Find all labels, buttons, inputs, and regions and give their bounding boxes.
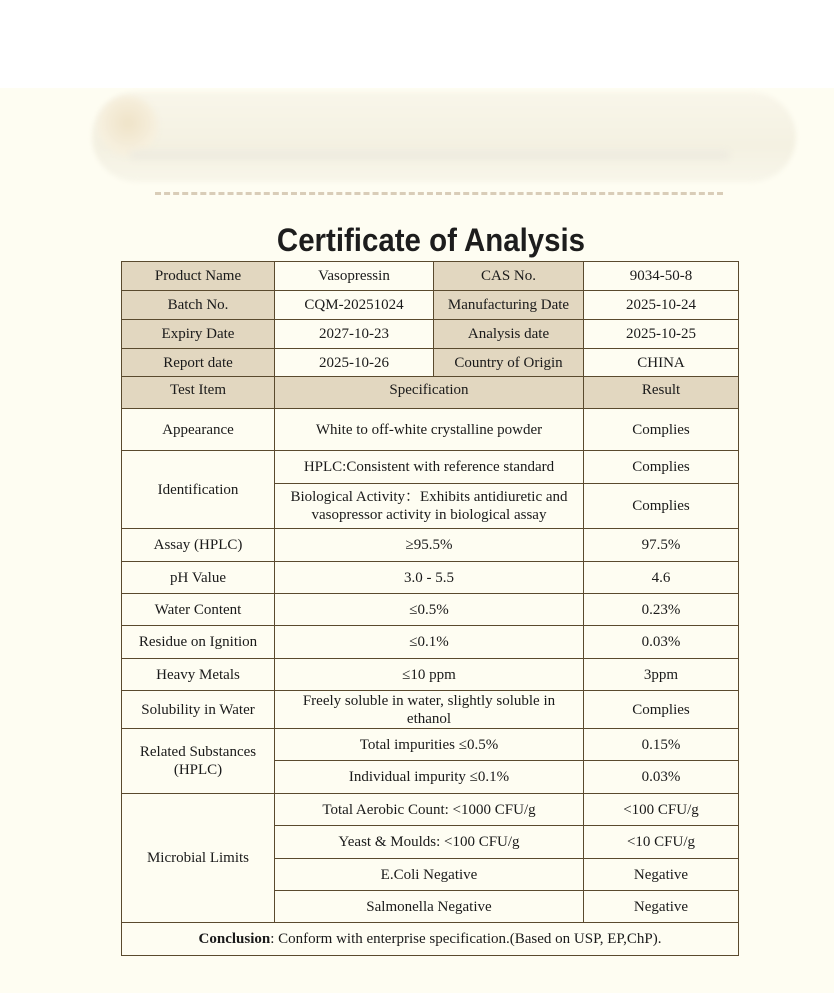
table-row bbox=[122, 691, 739, 729]
test-result: Negative bbox=[584, 891, 739, 923]
conclusion-row bbox=[122, 923, 739, 956]
document-title: Certificate of Analysis bbox=[276, 222, 586, 258]
test-result: <100 CFU/g bbox=[584, 794, 739, 826]
test-specification: 3.0 - 5.5 bbox=[275, 562, 584, 594]
test-result: Complies bbox=[584, 451, 739, 484]
test-item: Identification bbox=[122, 451, 275, 529]
test-result: 0.03% bbox=[584, 626, 739, 659]
test-specification: Salmonella Negative bbox=[275, 891, 584, 923]
test-specification: Total Aerobic Count: <1000 CFU/g bbox=[275, 794, 584, 826]
blurred-letterhead bbox=[92, 92, 796, 182]
info-label: Report date bbox=[122, 349, 275, 377]
table-row bbox=[122, 729, 739, 761]
test-item: Residue on Ignition bbox=[122, 626, 275, 659]
info-label: Manufacturing Date bbox=[434, 291, 584, 320]
test-result: Negative bbox=[584, 859, 739, 891]
test-specification: HPLC:Consistent with reference standard bbox=[275, 451, 584, 484]
test-result: 3ppm bbox=[584, 659, 739, 691]
info-label: CAS No. bbox=[434, 262, 584, 291]
blurred-logo-icon bbox=[98, 96, 158, 156]
test-result: 0.15% bbox=[584, 729, 739, 761]
test-item: Solubility in Water bbox=[122, 691, 275, 729]
info-label: Batch No. bbox=[122, 291, 275, 320]
table-row bbox=[122, 794, 739, 826]
test-item: Microbial Limits bbox=[122, 794, 275, 923]
test-specification: Individual impurity ≤0.1% bbox=[275, 761, 584, 794]
table-row bbox=[122, 409, 739, 451]
test-item: Heavy Metals bbox=[122, 659, 275, 691]
test-item: Appearance bbox=[122, 409, 275, 451]
test-result: Complies bbox=[584, 691, 739, 729]
column-header-test-item: Test Item bbox=[122, 377, 275, 409]
blurred-address-line bbox=[130, 150, 730, 160]
test-result: <10 CFU/g bbox=[584, 826, 739, 859]
header-divider bbox=[155, 192, 723, 195]
test-specification: ≥95.5% bbox=[275, 529, 584, 562]
info-value: CHINA bbox=[584, 349, 739, 377]
test-result: 4.6 bbox=[584, 562, 739, 594]
conclusion-label: Conclusion bbox=[198, 931, 271, 947]
info-label: Country of Origin bbox=[434, 349, 584, 377]
info-row-batch bbox=[122, 291, 739, 320]
info-label: Expiry Date bbox=[122, 320, 275, 349]
test-header-row bbox=[122, 377, 739, 409]
info-label: Analysis date bbox=[434, 320, 584, 349]
info-value: 2025-10-25 bbox=[584, 320, 739, 349]
test-result: 0.23% bbox=[584, 594, 739, 626]
info-label: Product Name bbox=[122, 262, 275, 291]
test-result: Complies bbox=[584, 409, 739, 451]
analysis-table bbox=[121, 261, 739, 956]
conclusion-text: : Conform with enterprise specification.(Based on USP, EP,ChP). bbox=[270, 931, 662, 947]
test-specification: Freely soluble in water, slightly soluble in ethanol bbox=[275, 691, 584, 729]
column-header-specification: Specification bbox=[275, 377, 584, 409]
test-result: Complies bbox=[584, 484, 739, 529]
table-row bbox=[122, 594, 739, 626]
info-row-product bbox=[122, 262, 739, 291]
table-row bbox=[122, 529, 739, 562]
table-row bbox=[122, 562, 739, 594]
info-value: 2027-10-23 bbox=[275, 320, 434, 349]
test-specification: Biological Activity：Exhibits antidiuretic and vasopressor activity in biological assay bbox=[275, 484, 584, 529]
info-row-report bbox=[122, 349, 739, 377]
test-item: pH Value bbox=[122, 562, 275, 594]
test-specification: Total impurities ≤0.5% bbox=[275, 729, 584, 761]
info-value: 9034-50-8 bbox=[584, 262, 739, 291]
test-specification: Yeast & Moulds: <100 CFU/g bbox=[275, 826, 584, 859]
table-row bbox=[122, 451, 739, 484]
test-specification: White to off-white crystalline powder bbox=[275, 409, 584, 451]
test-specification: ≤0.1% bbox=[275, 626, 584, 659]
info-value: 2025-10-24 bbox=[584, 291, 739, 320]
table-row bbox=[122, 659, 739, 691]
test-specification: ≤0.5% bbox=[275, 594, 584, 626]
test-item: Related Substances (HPLC) bbox=[122, 729, 275, 794]
test-item: Assay (HPLC) bbox=[122, 529, 275, 562]
page-top-margin bbox=[0, 0, 834, 88]
info-value: Vasopressin bbox=[275, 262, 434, 291]
test-result: 0.03% bbox=[584, 761, 739, 794]
table-row bbox=[122, 626, 739, 659]
test-specification: E.Coli Negative bbox=[275, 859, 584, 891]
test-item: Water Content bbox=[122, 594, 275, 626]
info-value: CQM-20251024 bbox=[275, 291, 434, 320]
info-value: 2025-10-26 bbox=[275, 349, 434, 377]
test-result: 97.5% bbox=[584, 529, 739, 562]
conclusion-cell bbox=[122, 923, 739, 956]
test-specification: ≤10 ppm bbox=[275, 659, 584, 691]
column-header-result: Result bbox=[584, 377, 739, 409]
info-row-expiry bbox=[122, 320, 739, 349]
